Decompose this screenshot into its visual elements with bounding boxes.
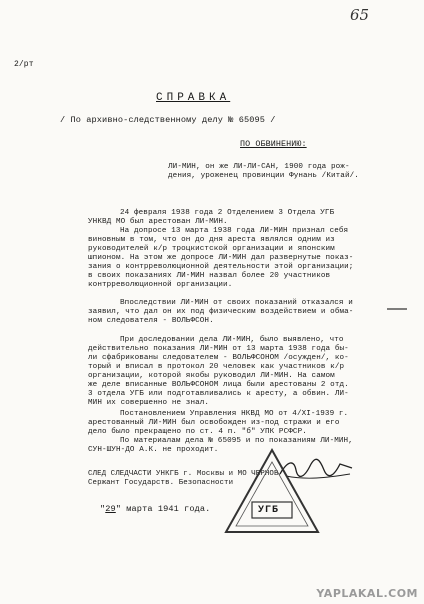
body-line: Впоследствии ЛИ-МИН от своих показаний отказался и bbox=[120, 299, 353, 307]
signatory-position: СЛЕД СЛЕДЧАСТИ УНКГБ г. Москвы и МО ЧЕРНОВ/ bbox=[88, 470, 284, 478]
body-line: На допросе 13 марта 1938 года ЛИ-МИН признал себя bbox=[120, 227, 349, 235]
document-title: СПРАВКА bbox=[156, 92, 231, 104]
body-line: дело было прекращено по ст. 4 п. "б" УПК РСФСР. bbox=[88, 428, 307, 436]
date-day: 29 bbox=[105, 504, 116, 514]
body-line: МИН их совершенно не знал. bbox=[88, 399, 210, 407]
page-number: 65 bbox=[350, 6, 370, 24]
body-line: в своих показаниях ЛИ-МИН назвал более 20 участников bbox=[88, 272, 331, 280]
stamp-label: УГБ bbox=[258, 505, 280, 516]
body-line: Постановлением Управления НКВД МО от 4/XI-1939 г. bbox=[120, 410, 349, 418]
body-line: руководителей к/р троцкистской организации и японским bbox=[88, 245, 335, 253]
body-line: СУН-ШУН-ДО А.К. не проходит. bbox=[88, 446, 219, 454]
accused-line: ЛИ-МИН, он же ЛИ-ЛИ-САН, 1900 года рож- bbox=[168, 163, 350, 171]
body-line: торый и вписал в протокол 20 человек как участников к/р bbox=[88, 363, 345, 371]
body-line: УНКВД МО был арестован ЛИ-МИН. bbox=[88, 218, 228, 226]
body-line: шпионом. На этом же допросе ЛИ-МИН дал развернутые показ- bbox=[88, 254, 354, 262]
body-line: действительно показания ЛИ-МИН от 13 марта 1938 года бы- bbox=[88, 345, 349, 353]
date-rest: марта 1941 года. bbox=[126, 504, 211, 514]
document-tag: 2/рт bbox=[14, 60, 34, 69]
body-line: 24 февраля 1938 года 2 Отделением 3 Отдела УГБ bbox=[120, 209, 335, 217]
body-line: 3 отдела УГБ или подготавливались к аресту, а обвин. ЛИ- bbox=[88, 390, 349, 398]
body-line: виновным в том, что он до дня ареста являлся одним из bbox=[88, 236, 335, 244]
signatory-rank: Сержант Государств. Безопасности bbox=[88, 479, 234, 487]
body-line: заявил, что дал он их под физическим воздействием и обма- bbox=[88, 308, 354, 316]
body-line: ном следователя - ВОЛЬФСОН. bbox=[88, 317, 214, 325]
body-line: арестованный ЛИ-МИН был освобожден из-под стражи и его bbox=[88, 419, 340, 427]
body-line: По материалам дела № 65095 и по показаниям ЛИ-МИН, bbox=[120, 437, 353, 445]
document-date: "29" марта 1941 года. bbox=[100, 504, 211, 514]
accused-line: дения, уроженец провинции Фунань /Китай/. bbox=[168, 172, 359, 180]
body-line: зания о контрреволюционной деятельности этой организации; bbox=[88, 263, 354, 271]
official-stamp bbox=[222, 446, 322, 536]
body-line: При доследовании дела ЛИ-МИН, было выявлено, что bbox=[120, 336, 344, 344]
margin-mark bbox=[386, 306, 408, 312]
case-reference: / По архивно-следственному делу № 65095 / bbox=[60, 115, 276, 125]
body-line: организации, которой якобы руководил ЛИ-МИН. На самом bbox=[88, 372, 335, 380]
body-line: контрреволюционной организации. bbox=[88, 281, 233, 289]
body-line: ли сфабрикованы следователем - ВОЛЬФСОНОМ /осужден/, ко- bbox=[88, 354, 349, 362]
accusation-heading: ПО ОБВИНЕНИЮ: bbox=[240, 139, 307, 149]
body-line: же деле вписанные ВОЛЬФСОНОМ лица были арестованы 2 отд. bbox=[88, 381, 349, 389]
site-watermark: YAPLAKAL.COM bbox=[316, 587, 418, 600]
